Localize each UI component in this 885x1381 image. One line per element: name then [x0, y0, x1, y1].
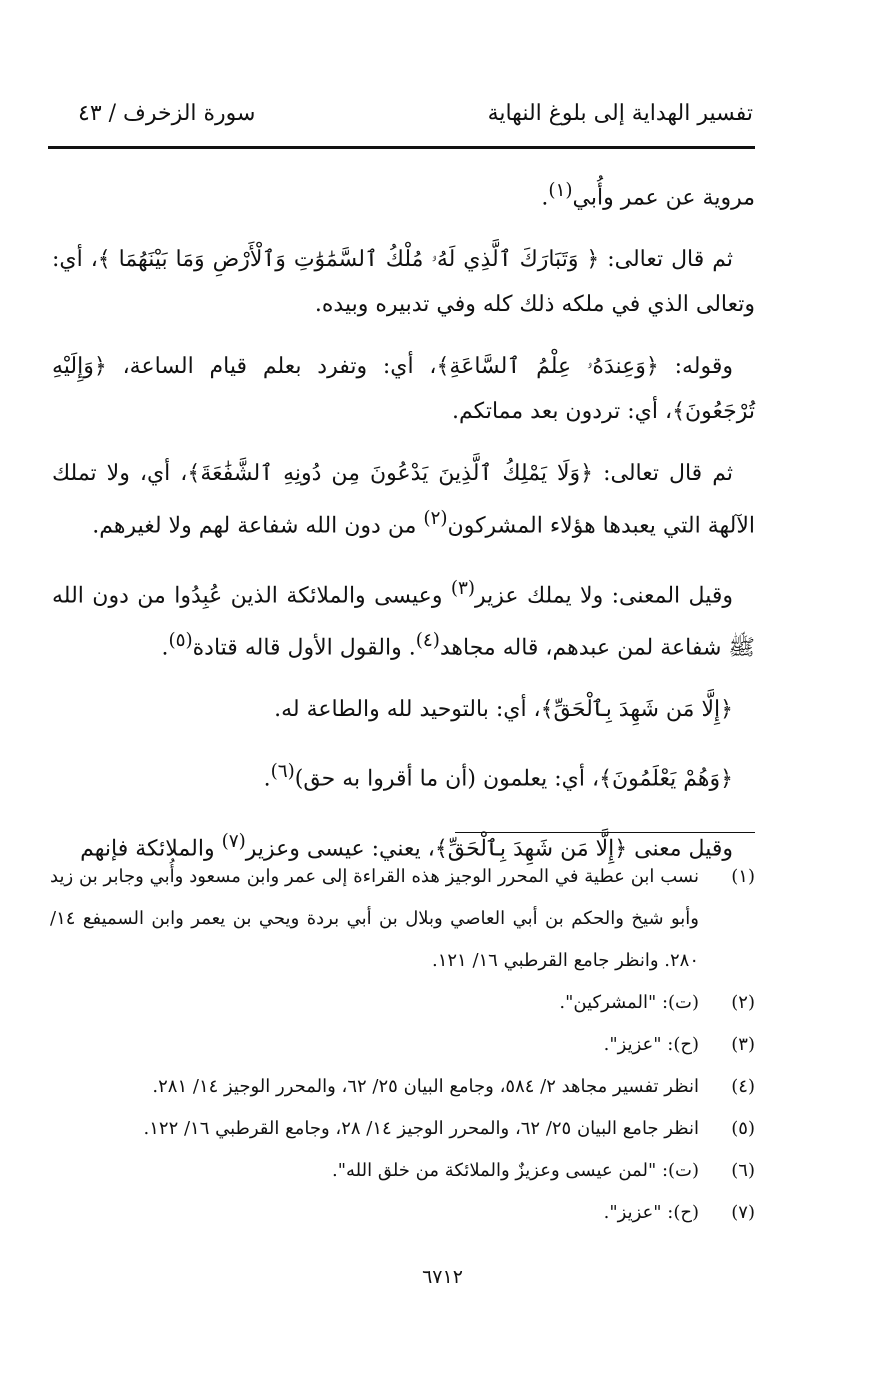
footnote-text: (ت): "لمن عيسى وعزيزٌ والملائكة من خلق الله".: [332, 1160, 699, 1181]
paragraph-7: ﴿وَهُمْ يَعْلَمُونَ﴾، أي: يعلمون (أن ما أقروا به حق)$^{(٦)}$.: [263, 761, 733, 792]
footnote-ref: (٣): [450, 577, 476, 599]
footnote: [50, 1108, 755, 1150]
footnotes: [50, 856, 755, 1234]
footnote: [50, 982, 755, 1024]
footnote: [50, 856, 755, 982]
quran-verse: ﴿إِلَّا مَن شَهِدَ بِٱلْحَقِّ﴾: [434, 835, 628, 861]
footnote-ref: (٧): [221, 830, 246, 852]
page-number: ٦٧١٢: [422, 1266, 463, 1288]
paragraph-1: مروية عن عمر وأُبي$^{(١)}$.: [541, 180, 755, 211]
paragraph-8: وقيل معنى ﴿إِلَّا مَن شَهِدَ بِٱلْحَقِّ﴾، يعني: عيسى وعزير$^{(٧)}$ والملائكة فإنهم: [80, 830, 733, 861]
footnote-rule: [455, 832, 755, 833]
quran-verse: ﴿وَلَا يَمْلِكُ ٱلَّذِينَ يَدْعُونَ مِن دُونِهِ ٱلشَّفَٰعَةَ﴾: [187, 461, 594, 487]
footnote-number: (٤): [731, 1076, 755, 1097]
footnote-text: (ح): "عزيز".: [603, 1202, 699, 1223]
quran-verse: ﴿وَإِلَيْهِ تُرْجَعُونَ﴾: [52, 354, 755, 425]
main-text: [52, 168, 755, 888]
footnote-number: (٧): [731, 1202, 755, 1223]
quran-verse: ﴿وَعِندَهُۥ عِلْمُ ٱلسَّاعَةِ﴾: [436, 354, 659, 380]
header-book-title: تفسير الهداية إلى بلوغ النهاية: [487, 101, 753, 126]
header-surah: سورة الزخرف / ٤٣: [78, 101, 256, 126]
footnote-number: (٣): [731, 1034, 755, 1055]
paragraph-3: وقوله: ﴿وَعِندَهُۥ عِلْمُ ٱلسَّاعَةِ﴾، أي: وتفرد بعلم قيام الساعة، ﴿وَإِلَيْهِ تُرْجَعُونَ﴾، أي: تردون بعد مماتكم.: [52, 354, 755, 425]
quran-verse: ﴿ وَتَبَارَكَ ٱلَّذِي لَهُۥ مُلْكُ ٱلسَّمَٰوَٰتِ وَٱلْأَرْضِ وَمَا بَيْنَهُمَا ﴾: [97, 247, 600, 273]
footnote-ref: (٢): [423, 508, 448, 530]
paragraph-2: ثم قال تعالى: ﴿ وَتَبَارَكَ ٱلَّذِي لَهُۥ مُلْكُ ٱلسَّمَٰوَٰتِ وَٱلْأَرْضِ وَمَا بَيْنَهُمَا ﴾، أي: وتعالى الذي في ملكه ذلك كله وفي تدبيره وبيده.: [52, 247, 755, 318]
quran-verse: ﴿وَهُمْ يَعْلَمُونَ﴾: [599, 766, 733, 792]
footnote: [50, 1150, 755, 1192]
paragraph-5: وقيل المعنى: ولا يملك عزير$^{(٣)}$ وعيسى والملائكة الذين عُبِدُوا من دون الله ﷺ شفاعة لمن عبدهم، قاله مجاهد$^{(٤)}$. والقول الأول قاله قتادة$^{(٥)}$.: [52, 577, 755, 661]
footnote-text: (ت): "المشركين".: [559, 992, 699, 1013]
footnote-number: (٢): [731, 992, 755, 1013]
paragraph-4: ثم قال تعالى: ﴿وَلَا يَمْلِكُ ٱلَّذِينَ يَدْعُونَ مِن دُونِهِ ٱلشَّفَٰعَةَ﴾، أي، ولا تملك الآلهة التي يعبدها هؤلاء المشركون$^{(٢)}$ من دون الله شفاعة لهم ولا لغيرهم.: [52, 461, 755, 539]
footnote: [50, 1066, 755, 1108]
footnote: [50, 1192, 755, 1234]
header-rule: [48, 146, 755, 149]
paragraph-6: ﴿إِلَّا مَن شَهِدَ بِٱلْحَقِّ﴾، أي: بالتوحيد لله والطاعة له.: [274, 697, 733, 723]
quran-verse: ﴿إِلَّا مَن شَهِدَ بِٱلْحَقِّ﴾: [540, 697, 733, 723]
footnote-number: (١): [731, 866, 755, 887]
footnote-ref: (٦): [270, 761, 295, 783]
footnote-text: انظر جامع البيان ٢٥/ ٦٢، والمحرر الوجيز ١٤/ ٢٨، وجامع القرطبي ١٦/ ١٢٢.: [143, 1118, 699, 1139]
footnote-ref: (٥): [168, 629, 193, 651]
footnote: [50, 1024, 755, 1066]
footnote-ref: (٤): [415, 629, 440, 651]
footnote-number: (٦): [731, 1160, 755, 1181]
footnote-text: (ح): "عزيز".: [603, 1034, 699, 1055]
footnote-ref: (١): [548, 180, 573, 201]
footnote-number: (٥): [731, 1118, 755, 1139]
footnote-text: انظر تفسير مجاهد ٢/ ٥٨٤، وجامع البيان ٢٥/ ٦٢، والمحرر الوجيز ١٤/ ٢٨١.: [152, 1076, 699, 1097]
footnote-text: نسب ابن عطية في المحرر الوجيز هذه القراءة إلى عمر وابن مسعود وأُبي وجابر بن زيد وأبو شيخ والحكم بن أبي العاصي وبلال بن أبي بردة ويحي بن يعمر وابن السميفع ١٤/ ٢٨٠. وانظر جامع القرطبي ١٦/ ١٢١.: [50, 866, 700, 971]
